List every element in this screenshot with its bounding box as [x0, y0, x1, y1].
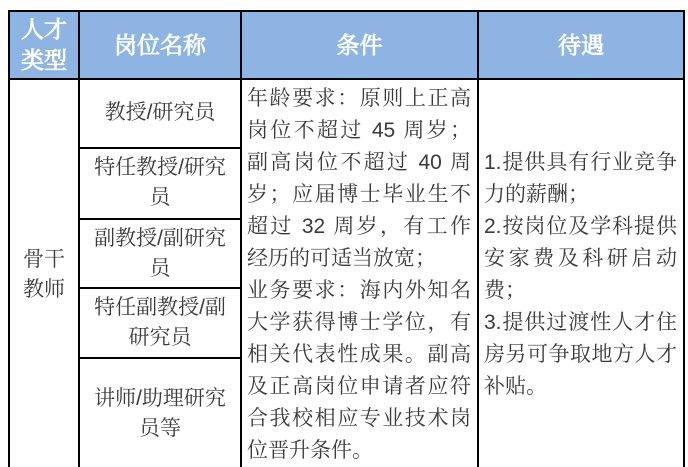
conditions-age-paragraph: 年龄要求：原则上正高岗位不超过 45 周岁；副高岗位不超过 40 周岁；应届博士毕业生不超过 32 周岁，有工作经历的可适当放宽；	[247, 87, 471, 271]
recruitment-table	[8, 10, 685, 467]
position-cell-professor: 教授/研究员	[79, 79, 241, 148]
header-position-name: 岗位名称	[79, 11, 241, 79]
conditions-cell	[241, 79, 478, 467]
table-row	[9, 79, 684, 148]
header-row	[9, 11, 684, 79]
position-cell-lecturer: 讲师/助理研究员等	[79, 358, 241, 467]
benefits-cell	[478, 79, 684, 467]
position-cell-associate-professor: 副教授/副研究员	[79, 219, 241, 289]
talent-type-cell: 骨干教师	[9, 79, 79, 467]
position-cell-special-professor: 特任教授/研究员	[79, 148, 241, 219]
conditions-professional-paragraph: 业务要求：海内外知名大学获得博士学位，有相关代表性成果。副高及正高岗位申请者应符合我校相应专业技术岗位晋升条件。	[247, 279, 471, 463]
benefit-item-salary: 1.提供具有行业竞争力的薪酬；	[484, 150, 677, 206]
position-cell-special-associate-professor: 特任副教授/副研究员	[79, 288, 241, 358]
header-talent-type: 人才类型	[9, 11, 79, 79]
benefit-item-settling-fund: 2.按岗位及学科提供安家费及科研启动费；	[484, 214, 677, 302]
header-conditions: 条件	[241, 11, 478, 79]
header-benefits: 待遇	[478, 11, 684, 79]
benefit-item-housing: 3.提供过渡性人才住房另可争取地方人才补贴。	[484, 310, 677, 398]
